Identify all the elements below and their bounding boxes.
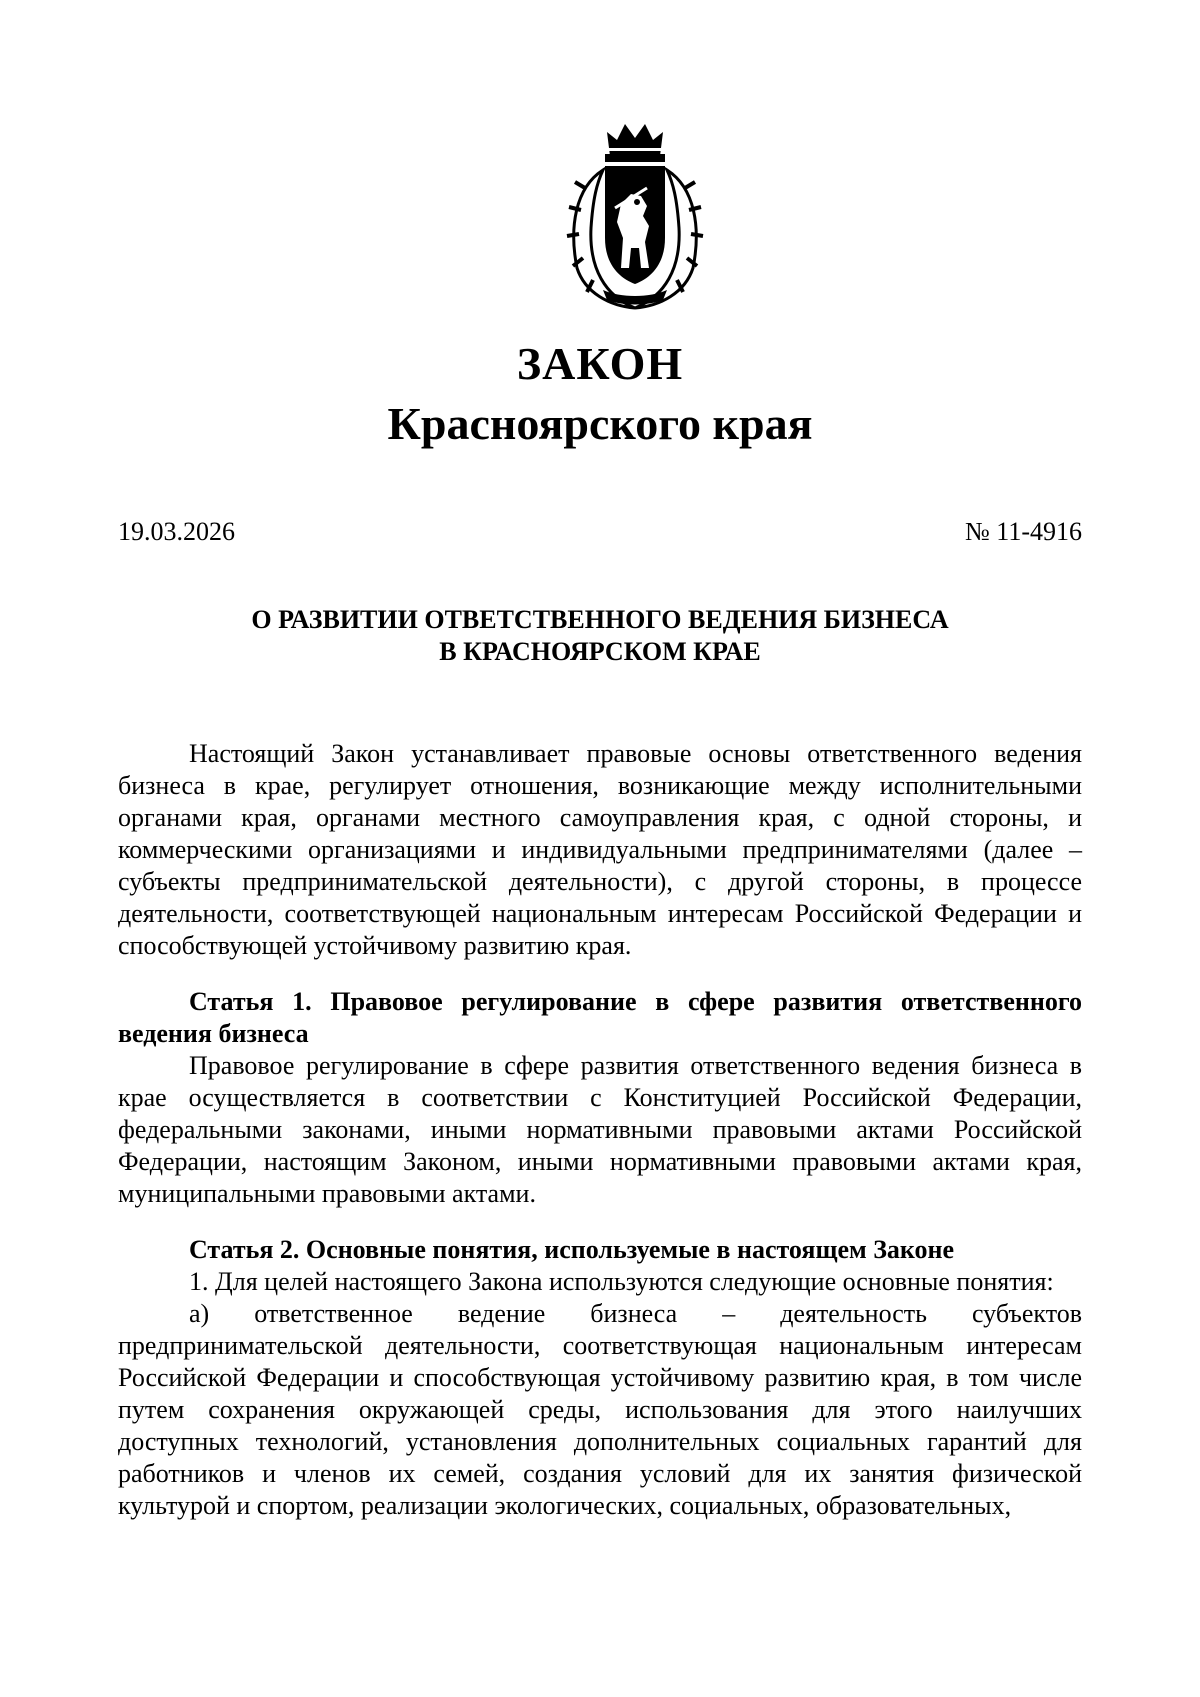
krasnoyarsk-coat-of-arms-icon bbox=[555, 118, 715, 318]
article-1-heading: Статья 1. Правовое регулирование в сфере развития ответственного ведения бизнеса bbox=[118, 987, 1082, 1048]
article-1-text: Правовое регулирование в сфере развития ответственного ведения бизнеса в крае осуществляется в соответствии с Конституцией Российской Федерации, федеральными законами, иными нормативными правовыми актами Российской Федерации, настоящим Законом, иными нормативными правовыми актами края, муниципальными правовыми актами. bbox=[118, 1051, 1082, 1208]
preamble-paragraph: Настоящий Закон устанавливает правовые основы ответственного ведения бизнеса в крае, регулирует отношения, возникающие между исполнительными органами края, органами местного самоуправления края, с одной стороны, и коммерческими организациями и индивидуальными предпринимателями (далее – субъекты предпринимательской деятельности), с другой стороны, в процессе деятельности, соответствующей национальным интересам Российской Федерации и способствующей устойчивому развитию края. bbox=[118, 739, 1082, 960]
law-date: 19.03.2026 bbox=[118, 517, 235, 546]
article-2-item-1: 1. Для целей настоящего Закона используются следующие основные понятия: bbox=[189, 1267, 1054, 1296]
article-2-heading: Статья 2. Основные понятия, используемые в настоящем Законе bbox=[189, 1235, 955, 1264]
document-body bbox=[118, 738, 1082, 1522]
region-subtitle: Красноярского края bbox=[387, 398, 813, 449]
law-title-line-2: В КРАСНОЯРСКОМ КРАЕ bbox=[439, 637, 761, 666]
law-title-line-1: О РАЗВИТИИ ОТВЕТСТВЕННОГО ВЕДЕНИЯ БИЗНЕСА bbox=[251, 605, 949, 634]
document-type-title: ЗАКОН bbox=[516, 338, 684, 389]
article-2-item-a: а) ответственное ведение бизнеса – деятельность субъектов предпринимательской деятельности, соответствующая национальным интересам Российской Федерации и способствующая устойчивому развитию края, в том числе путем сохранения окружающей среды, использования для этого наилучших доступных технологий, установления дополнительных социальных гарантий для работников и членов их семей, создания условий для их занятия физической культурой и спортом, реализации экологических, социальных, образовательных, bbox=[118, 1299, 1082, 1520]
law-title bbox=[118, 604, 1082, 668]
law-number: № 11-4916 bbox=[965, 517, 1082, 546]
